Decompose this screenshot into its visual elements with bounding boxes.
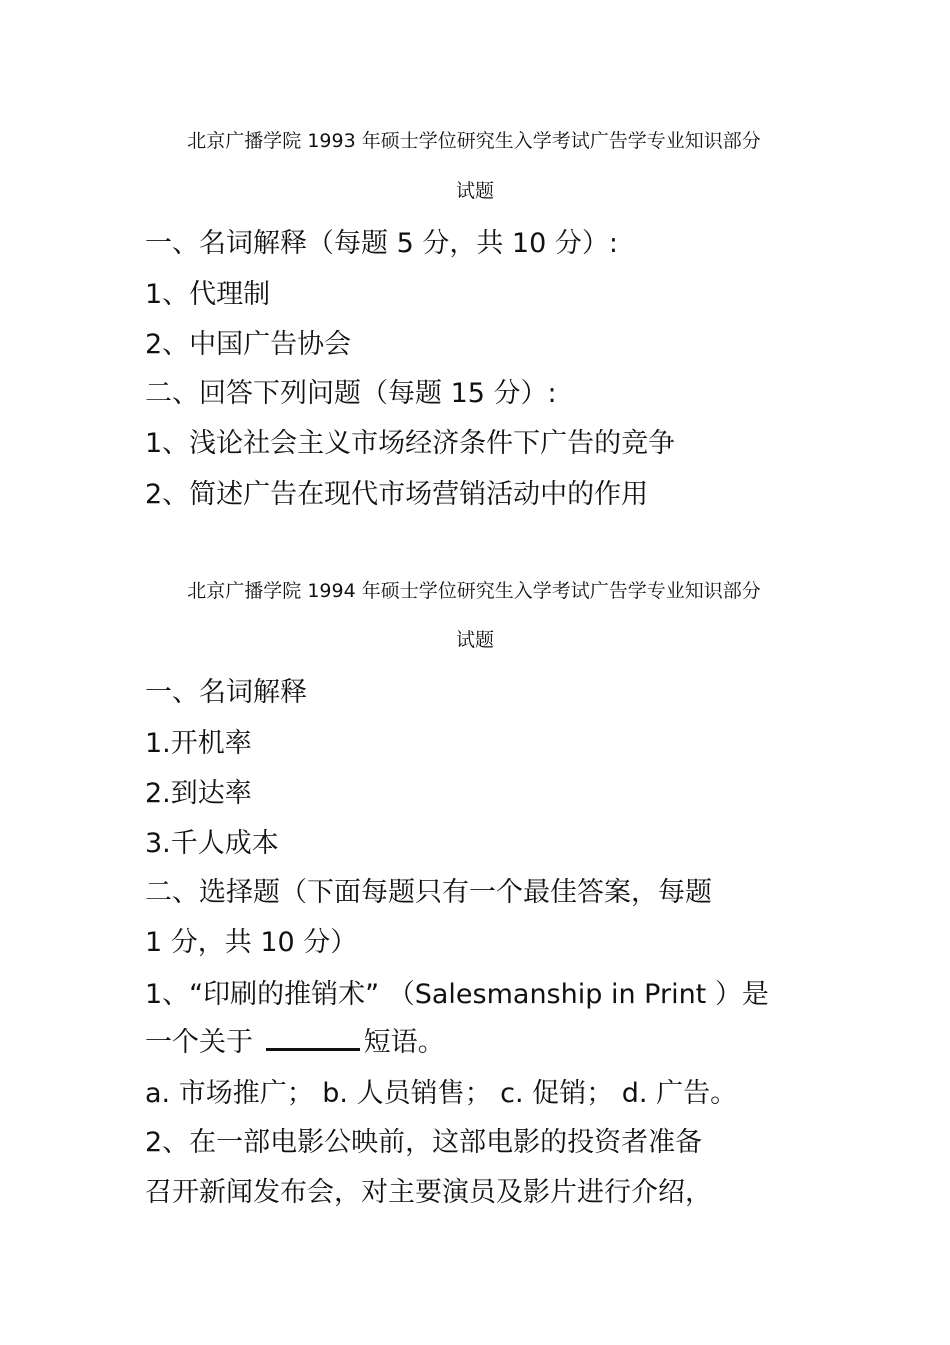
section-heading-choice: 二、选择题（下面每题只有一个最佳答案，每题 bbox=[145, 877, 712, 908]
choice-question-1-continued bbox=[145, 1026, 445, 1060]
term-item-1: 1.开机率 bbox=[145, 728, 252, 759]
section-heading-questions-1993: 二、回答下列问题（每题 15 分）: bbox=[145, 378, 557, 409]
term-item-2: 2、中国广告协会 bbox=[145, 329, 352, 360]
choice-options-1: a. 市场推广； b. 人员销售； c. 促销； d. 广告。 bbox=[145, 1078, 738, 1109]
section-heading-terms-1993: 一、名词解释（每题 5 分，共 10 分）: bbox=[145, 228, 618, 259]
exam-title-1993-continued: 试题 bbox=[455, 180, 494, 202]
question-text: 一个关于 bbox=[145, 1027, 262, 1058]
choice-question-2: 2、在一部电影公映前，这部电影的投资者准备 bbox=[145, 1127, 703, 1158]
choice-question-1: 1、“印刷的推销术” （Salesmanship in Print ）是 bbox=[145, 979, 769, 1010]
question-item-2: 2、简述广告在现代市场营销活动中的作用 bbox=[145, 479, 649, 510]
exam-title-1994: 北京广播学院 1994 年硕士学位研究生入学考试广告学专业知识部分 bbox=[187, 580, 761, 602]
term-item-2: 2.到达率 bbox=[145, 778, 252, 809]
exam-title-1994-continued: 试题 bbox=[455, 629, 494, 651]
question-text: 短语。 bbox=[363, 1027, 445, 1058]
exam-title-1993: 北京广播学院 1993 年硕士学位研究生入学考试广告学专业知识部分 bbox=[187, 130, 761, 152]
question-item-1: 1、浅论社会主义市场经济条件下广告的竞争 bbox=[145, 428, 676, 459]
section-heading-choice-continued: 1 分，共 10 分） bbox=[145, 927, 358, 958]
fill-in-blank bbox=[266, 1026, 360, 1051]
choice-question-2-continued: 召开新闻发布会，对主要演员及影片进行介绍， bbox=[145, 1177, 712, 1208]
term-item-1: 1、代理制 bbox=[145, 279, 271, 310]
section-heading-terms-1994: 一、名词解释 bbox=[145, 677, 307, 708]
term-item-3: 3.千人成本 bbox=[145, 828, 279, 859]
